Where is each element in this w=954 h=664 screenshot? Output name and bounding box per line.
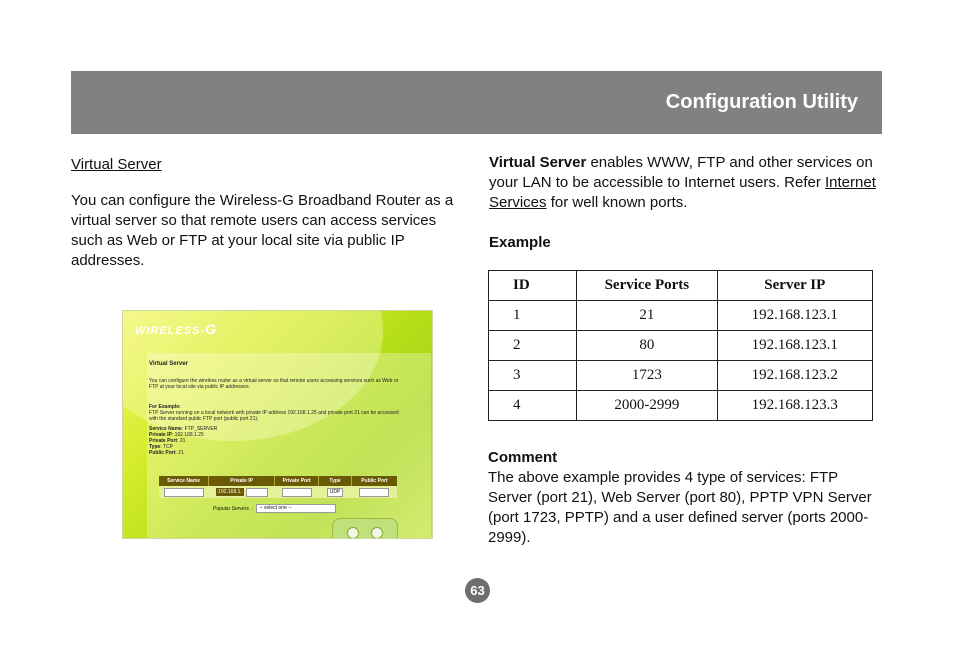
cell-id: 2 xyxy=(489,331,577,361)
screenshot-field-line: Private Port: 21 xyxy=(149,438,186,444)
table-row xyxy=(489,301,873,331)
example-table xyxy=(488,270,873,421)
cell-id: 3 xyxy=(489,361,577,391)
cell-server-ip: 192.168.123.1 xyxy=(717,331,872,361)
help-button[interactable] xyxy=(371,527,383,539)
internet-services-link[interactable]: Internet Services xyxy=(489,174,876,211)
header-server-ip: Server IP xyxy=(717,271,872,301)
cell-service-ports: 21 xyxy=(577,301,717,331)
router-screenshot xyxy=(122,310,433,539)
type-select[interactable]: UDP xyxy=(327,488,344,497)
intro-paragraph: You can configure the Wireless-G Broadband Router as a virtual server so that remote users can access services such as Web or FTP at your local site via public IP addresses. xyxy=(71,192,454,269)
cell-service-ports: 80 xyxy=(577,331,717,361)
left-column xyxy=(71,155,466,271)
screenshot-field-line: Private IP: 192.168.1.25 xyxy=(149,432,204,438)
screenshot-heading: Virtual Server xyxy=(149,361,188,367)
add-button[interactable] xyxy=(347,527,359,539)
screenshot-virtual-server-form xyxy=(159,476,397,500)
col-public-port: Public Port xyxy=(361,478,388,484)
private-port-input[interactable] xyxy=(282,488,312,497)
screenshot-field-line: Public Port: 21 xyxy=(149,450,184,456)
col-private-port: Private Port xyxy=(275,476,319,486)
header-id: ID xyxy=(489,271,577,301)
col-service-name: Service Name xyxy=(159,476,209,486)
popular-servers-label: Popular Servers xyxy=(213,505,249,512)
screenshot-field-line: Type: TCP xyxy=(149,444,174,450)
service-name-input[interactable] xyxy=(164,488,204,497)
table-row xyxy=(489,361,873,391)
private-ip-prefix: 192.168.1. xyxy=(218,489,242,495)
popular-servers: Popular Servers : -- select one -- xyxy=(213,504,336,513)
cell-id: 1 xyxy=(489,301,577,331)
right-column xyxy=(489,153,879,213)
col-private-ip: Private IP xyxy=(209,476,275,486)
table-row xyxy=(489,391,873,421)
screenshot-example-heading: For Example: xyxy=(149,404,181,410)
popular-servers-select[interactable]: -- select one -- xyxy=(256,504,336,513)
cell-service-ports: 2000-2999 xyxy=(577,391,717,421)
screenshot-input-row xyxy=(159,486,397,498)
screenshot-example-text: FTP Server running on a local network with private IP address 192.168.1.25 and private port 21 can be accessed with the standard public FTP port (public port 21). xyxy=(149,410,399,422)
comment-label: Comment xyxy=(488,449,558,466)
comment-text: The above example provides 4 type of services: FTP Server (port 21), Web Server (port 80), PPTP VPN Server (port 1723, PPTP) and a user defined server (ports 2000-2999). xyxy=(488,469,872,546)
header-service-ports: Service Ports xyxy=(577,271,717,301)
cell-server-ip: 192.168.123.2 xyxy=(717,361,872,391)
example-label: Example xyxy=(489,234,551,251)
screenshot-field-line: Service Name: FTP_SERVER xyxy=(149,426,218,432)
page-title: Configuration Utility xyxy=(665,91,858,113)
private-ip-input[interactable] xyxy=(246,488,268,497)
wireless-g-logo: WIRELESS-G xyxy=(135,321,218,337)
section-title: Virtual Server xyxy=(71,156,162,173)
virtual-server-description: Virtual Server enables WWW, FTP and other services on your LAN to be accessible to Internet users. Refer Internet Services for well known ports. xyxy=(489,154,876,211)
cell-server-ip: 192.168.123.1 xyxy=(717,301,872,331)
cell-service-ports: 1723 xyxy=(577,361,717,391)
cell-id: 4 xyxy=(489,391,577,421)
col-type: Type xyxy=(319,476,351,486)
cell-server-ip: 192.168.123.3 xyxy=(717,391,872,421)
screenshot-table-header xyxy=(159,476,397,486)
public-port-input[interactable] xyxy=(359,488,389,497)
screenshot-description: You can configure the wireless router as a virtual server so that remote users accessing services such as Web or FTP at your local site via public IP addresses. xyxy=(149,378,399,390)
table-header-row xyxy=(489,271,873,301)
screenshot-button-panel xyxy=(332,518,398,539)
table-row xyxy=(489,331,873,361)
header-band xyxy=(71,71,882,134)
page-number: 63 xyxy=(465,578,490,603)
